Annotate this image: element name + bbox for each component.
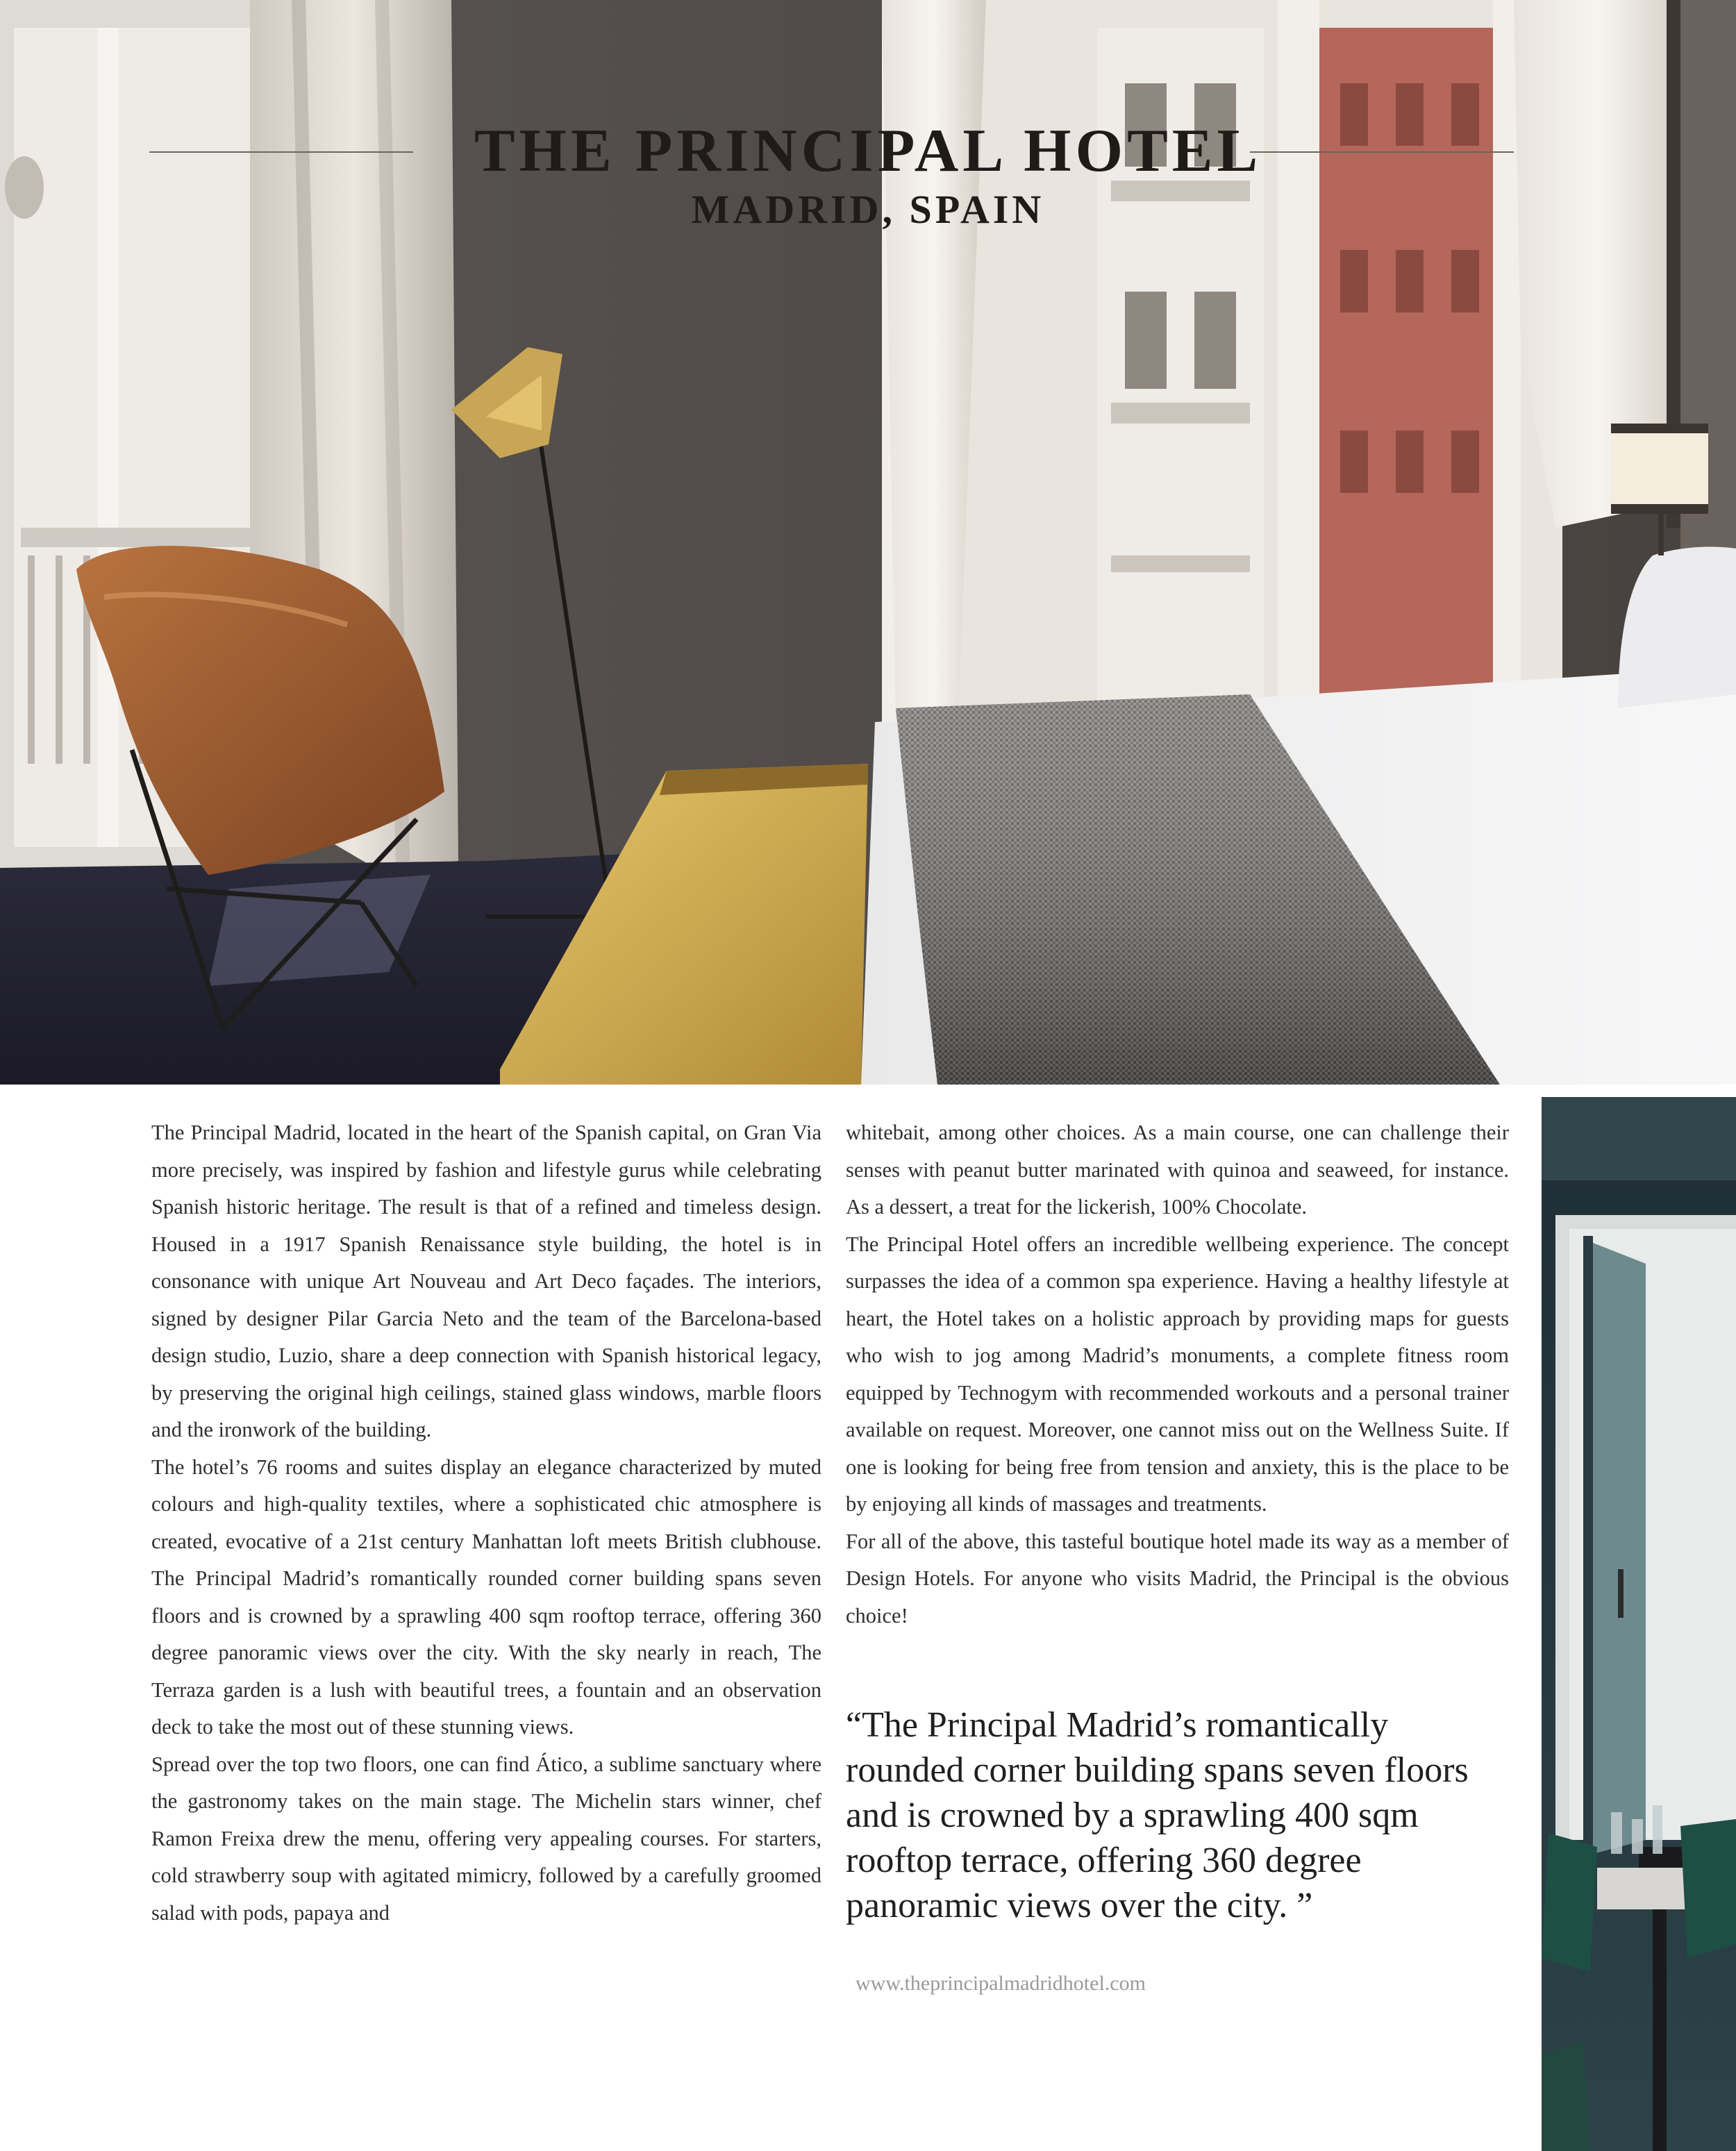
article-column-right [846, 1114, 1509, 1634]
website-link[interactable]: www.theprincipalmadridhotel.com [856, 1972, 1146, 1995]
side-photo-restaurant [1542, 1097, 1736, 2151]
restaurant-illustration [1542, 1097, 1736, 2151]
paragraph: The Principal Madrid, located in the heart of the Spanish capital, on Gran Via more precisely, was inspired by fashion and lifestyle gurus while celebrating Spanish historic heritage. The result is that of a refined and timeless design. Housed in a 1917 Spanish Renaissance style building, the hotel is in consonance with unique Art Nouveau and Art Deco façades. The interiors, signed by designer Pilar Garcia Neto and the team of the Barcelona-based design studio, Luzio, share a deep connection with Spanish historical legacy, by preserving the original high ceilings, stained glass windows, marble floors and the ironwork of the building. [151, 1121, 821, 1441]
paragraph: whitebait, among other choices. As a main course, one can challenge their senses with peanut butter marinated with quinoa and seaweed, for instance. As a dessert, a treat for the lickerish, 100% Chocolate. [846, 1121, 1509, 1219]
title-block [0, 118, 1736, 235]
page-title: THE PRINCIPAL HOTEL [474, 117, 1262, 185]
page-subtitle: MADRID, SPAIN [691, 187, 1045, 232]
paragraph: For all of the above, this tasteful boutique hotel made its way as a member of Design Hotels. For anyone who visits Madrid, the Principal is the obvious choice! [846, 1529, 1509, 1627]
paragraph: The Principal Hotel offers an incredible wellbeing experience. The concept surpasses the idea of a common spa experience. Having a healthy lifestyle at heart, the Hotel takes on a holistic approach by providing maps for guests who wish to jog among Madrid’s monuments, a complete fitness room equipped by Technogym with recommended workouts and a personal trainer available on request. Moreover, one cannot miss out on the Wellness Suite. If one is looking for being free from tension and anxiety, this is the place to be by enjoying all kinds of massages and treatments. [846, 1232, 1509, 1516]
paragraph: Spread over the top two floors, one can find Ático, a sublime sanctuary where the gastronomy takes on the main stage. The Michelin stars winner, chef Ramon Freixa drew the menu, offering very appealing courses. For starters, cold strawberry soup with agitated mimicry, followed by a carefully groomed salad with pods, papaya and [151, 1752, 821, 1925]
article-column-left [151, 1114, 821, 1932]
paragraph: The hotel’s 76 rooms and suites display an elegance characterized by muted colours and high-quality textiles, where a sophisticated chic atmosphere is created, evocative of a 21st century Manhattan loft meets British clubhouse. The Principal Madrid’s romantically rounded corner building spans seven floors and is crowned by a sprawling 400 sqm rooftop terrace, offering 360 degree panoramic views over the city. With the sky nearly in reach, The Terraza garden is a lush with beautiful trees, a fountain and an observation deck to take the most out of these stunning views. [151, 1455, 821, 1739]
pull-quote: “The Principal Madrid’s romantically rounded corner building spans seven floors and is crowned by a sprawling 400 sqm rooftop terrace, offering 360 degree panoramic views over the city. ” [846, 1705, 1469, 1925]
